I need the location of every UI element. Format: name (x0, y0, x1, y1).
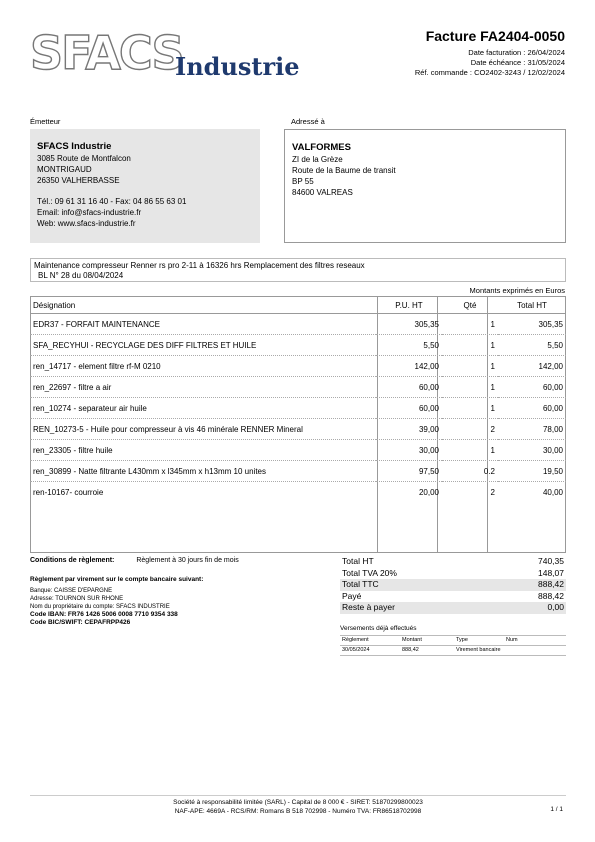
total-label: Reste à payer (342, 602, 395, 612)
table-row (30, 335, 566, 356)
bank-address: Adresse: TOURNON SUR RHONE (30, 596, 124, 602)
cell-designation: ren_10274 - separateur air huile (30, 398, 376, 419)
destinataire-box (284, 129, 566, 243)
cell-pu: 305,35 (376, 314, 442, 335)
cell-pu: 5,50 (376, 335, 442, 356)
logo-brand: SFACS (30, 26, 183, 80)
destinataire-name: VALFORMES (292, 142, 351, 153)
date-echeance: Date échéance : 31/05/2024 (470, 58, 565, 67)
table-row (30, 461, 566, 482)
total-ttc-row (340, 579, 566, 591)
bank-bic: Code BIC/SWIFT: CEPAFRPP426 (30, 619, 131, 626)
payment-conditions (30, 557, 320, 564)
conditions-value: Règlement à 30 jours fin de mois (136, 557, 239, 564)
destinataire-address-line: BP 55 (292, 177, 314, 186)
cell-total: 60,00 (498, 377, 566, 398)
total-value: 0,00 (547, 602, 564, 612)
cell-designation: ren_23305 - filtre huile (30, 440, 376, 461)
cell-pu: 142,00 (376, 356, 442, 377)
cell-qte: 1 (442, 377, 498, 398)
header-total: Total HT (498, 297, 566, 314)
total-label: Total TVA 20% (342, 567, 397, 578)
emetteur-email: Email: info@sfacs-industrie.fr (37, 208, 142, 217)
conditions-label: Conditions de règlement: (30, 557, 115, 564)
total-label: Total TTC (342, 579, 379, 589)
total-label: Total HT (342, 556, 374, 566)
bank-name: Banque: CAISSE D'EPARGNE (30, 588, 113, 594)
table-row (30, 377, 566, 398)
cell-qte: 1 (442, 335, 498, 356)
destinataire-label: Adressé à (291, 117, 325, 126)
cell-total: 5,50 (498, 335, 566, 356)
header-pu: P.U. HT (376, 297, 442, 314)
cell-pu: 30,00 (376, 440, 442, 461)
payments-table (340, 635, 566, 656)
cell-designation: ren-10167- courroie (33, 487, 104, 497)
cell-qte: 1 (442, 356, 498, 377)
cell-qte: 2 (442, 419, 498, 440)
reste-row (340, 602, 566, 614)
bank-iban: Code IBAN: FR76 1426 5006 0008 7710 9354 338 (30, 611, 178, 618)
invoice-subject (30, 258, 566, 282)
footer-line: NAF-APE: 4669A - RCS/RM: Romans B 518 702998 - Numéro TVA: FR86518702998 (174, 808, 422, 815)
cell-qte: 0.2 (442, 461, 498, 482)
table-row (30, 398, 566, 419)
cell-total: 142,00 (498, 356, 566, 377)
table-row (30, 314, 566, 335)
payment-cell: Virement bancaire (456, 647, 501, 653)
cell-total: 30,00 (498, 440, 566, 461)
cell-pu: 60,00 (376, 377, 442, 398)
emetteur-tel: Tél.: 09 61 31 16 40 - Fax: 04 86 55 63 01 (37, 197, 187, 206)
emetteur-label: Émetteur (30, 117, 61, 126)
payments-header: Num (504, 636, 566, 646)
cell-qte: 2 (490, 487, 495, 497)
subject-bl: BL N° 28 du 08/04/2024 (38, 271, 124, 280)
cell-pu: 39,00 (376, 419, 442, 440)
bank-details (30, 576, 330, 627)
paye-row (340, 591, 566, 603)
cell-designation: ren_30899 - Natte filtrante L430mm x l345mm x h13mm 10 unites (30, 461, 376, 482)
totals-block (340, 556, 566, 614)
bank-owner: Nom du propriétaire du compte: SFACS INDUSTRIE (30, 604, 170, 610)
cell-pu: 60,00 (376, 398, 442, 419)
payments-title: Versements déjà effectués (340, 625, 417, 632)
total-label: Payé (342, 590, 362, 601)
cell-total: 60,00 (498, 398, 566, 419)
payments-made (340, 625, 566, 656)
total-ht-row (340, 556, 566, 568)
header-qte: Qté (442, 297, 498, 314)
currency-note: Montants exprimés en Euros (469, 286, 565, 295)
subject-line: Maintenance compresseur Renner rs pro 2-11 à 16326 hrs Remplacement des filtres reseaux (34, 261, 365, 270)
payments-header: Règlement (340, 636, 400, 646)
cell-designation: ren_14717 - element filtre rf-M 0210 (30, 356, 376, 377)
emetteur-address-line: MONTRIGAUD (37, 165, 92, 174)
items-table (30, 296, 566, 502)
emetteur-web: Web: www.sfacs-industrie.fr (37, 219, 136, 228)
cell-designation: EDR37 - FORFAIT MAINTENANCE (30, 314, 376, 335)
payment-cell: 888,42 (402, 647, 419, 653)
cell-pu: 97,50 (376, 461, 442, 482)
cell-qte: 1 (442, 314, 498, 335)
cell-total: 19,50 (498, 461, 566, 482)
table-header-row (30, 297, 566, 314)
date-facturation: Date facturation : 26/04/2024 (468, 48, 565, 57)
invoice-title: Facture FA2404-0050 (425, 28, 565, 44)
destinataire-address-line: Route de la Baume de transit (292, 166, 396, 175)
cell-total: 40,00 (542, 487, 563, 497)
table-row (30, 440, 566, 461)
table-row (30, 482, 566, 503)
bank-heading: Règlement par virement sur le compte bancaire suivant: (30, 576, 204, 583)
total-value: 888,42 (538, 579, 564, 589)
page-number: 1 / 1 (550, 806, 563, 813)
cell-designation: SFA_RECYHUI - RECYCLAGE DES DIFF FILTRES ET HUILE (30, 335, 376, 356)
emetteur-address-line: 3085 Route de Montfalcon (37, 154, 131, 163)
cell-designation: REN_10273-5 - Huile pour compresseur à vis 46 minérale RENNER Mineral (30, 419, 376, 440)
payment-cell (504, 646, 566, 655)
invoice-meta (415, 48, 565, 78)
payment-cell: 30/05/2024 (342, 647, 370, 653)
ref-commande: Réf. commande : CO2402-3243 / 12/02/2024 (414, 68, 565, 77)
logo-suffix: Industrie (175, 52, 300, 81)
table-row (30, 356, 566, 377)
destinataire-address-line: 84600 VALREAS (292, 188, 353, 197)
total-tva-row (340, 568, 566, 580)
cell-designation: ren_22697 - filtre a air (30, 377, 376, 398)
emetteur-box (30, 129, 260, 243)
footer-line: Société à responsabilité limitée (SARL) - Capital de 8 000 € - SIRET: 51870299800023 (173, 799, 423, 806)
total-value: 740,35 (538, 556, 564, 566)
payments-header: Montant (400, 636, 454, 646)
cell-qte: 1 (442, 398, 498, 419)
company-logo (30, 26, 300, 81)
cell-qte: 1 (442, 440, 498, 461)
page-footer (30, 795, 566, 816)
table-row (30, 419, 566, 440)
cell-total: 305,35 (498, 314, 566, 335)
cell-pu: 20,00 (418, 487, 439, 497)
payments-header: Type (454, 636, 504, 646)
total-value: 888,42 (538, 590, 564, 601)
header-designation: Désignation (30, 297, 376, 314)
emetteur-name: SFACS Industrie (37, 141, 112, 152)
destinataire-address-line: ZI de la Grèze (292, 155, 343, 164)
emetteur-address-line: 26350 VALHERBASSE (37, 176, 120, 185)
total-value: 148,07 (538, 567, 564, 578)
cell-total: 78,00 (498, 419, 566, 440)
